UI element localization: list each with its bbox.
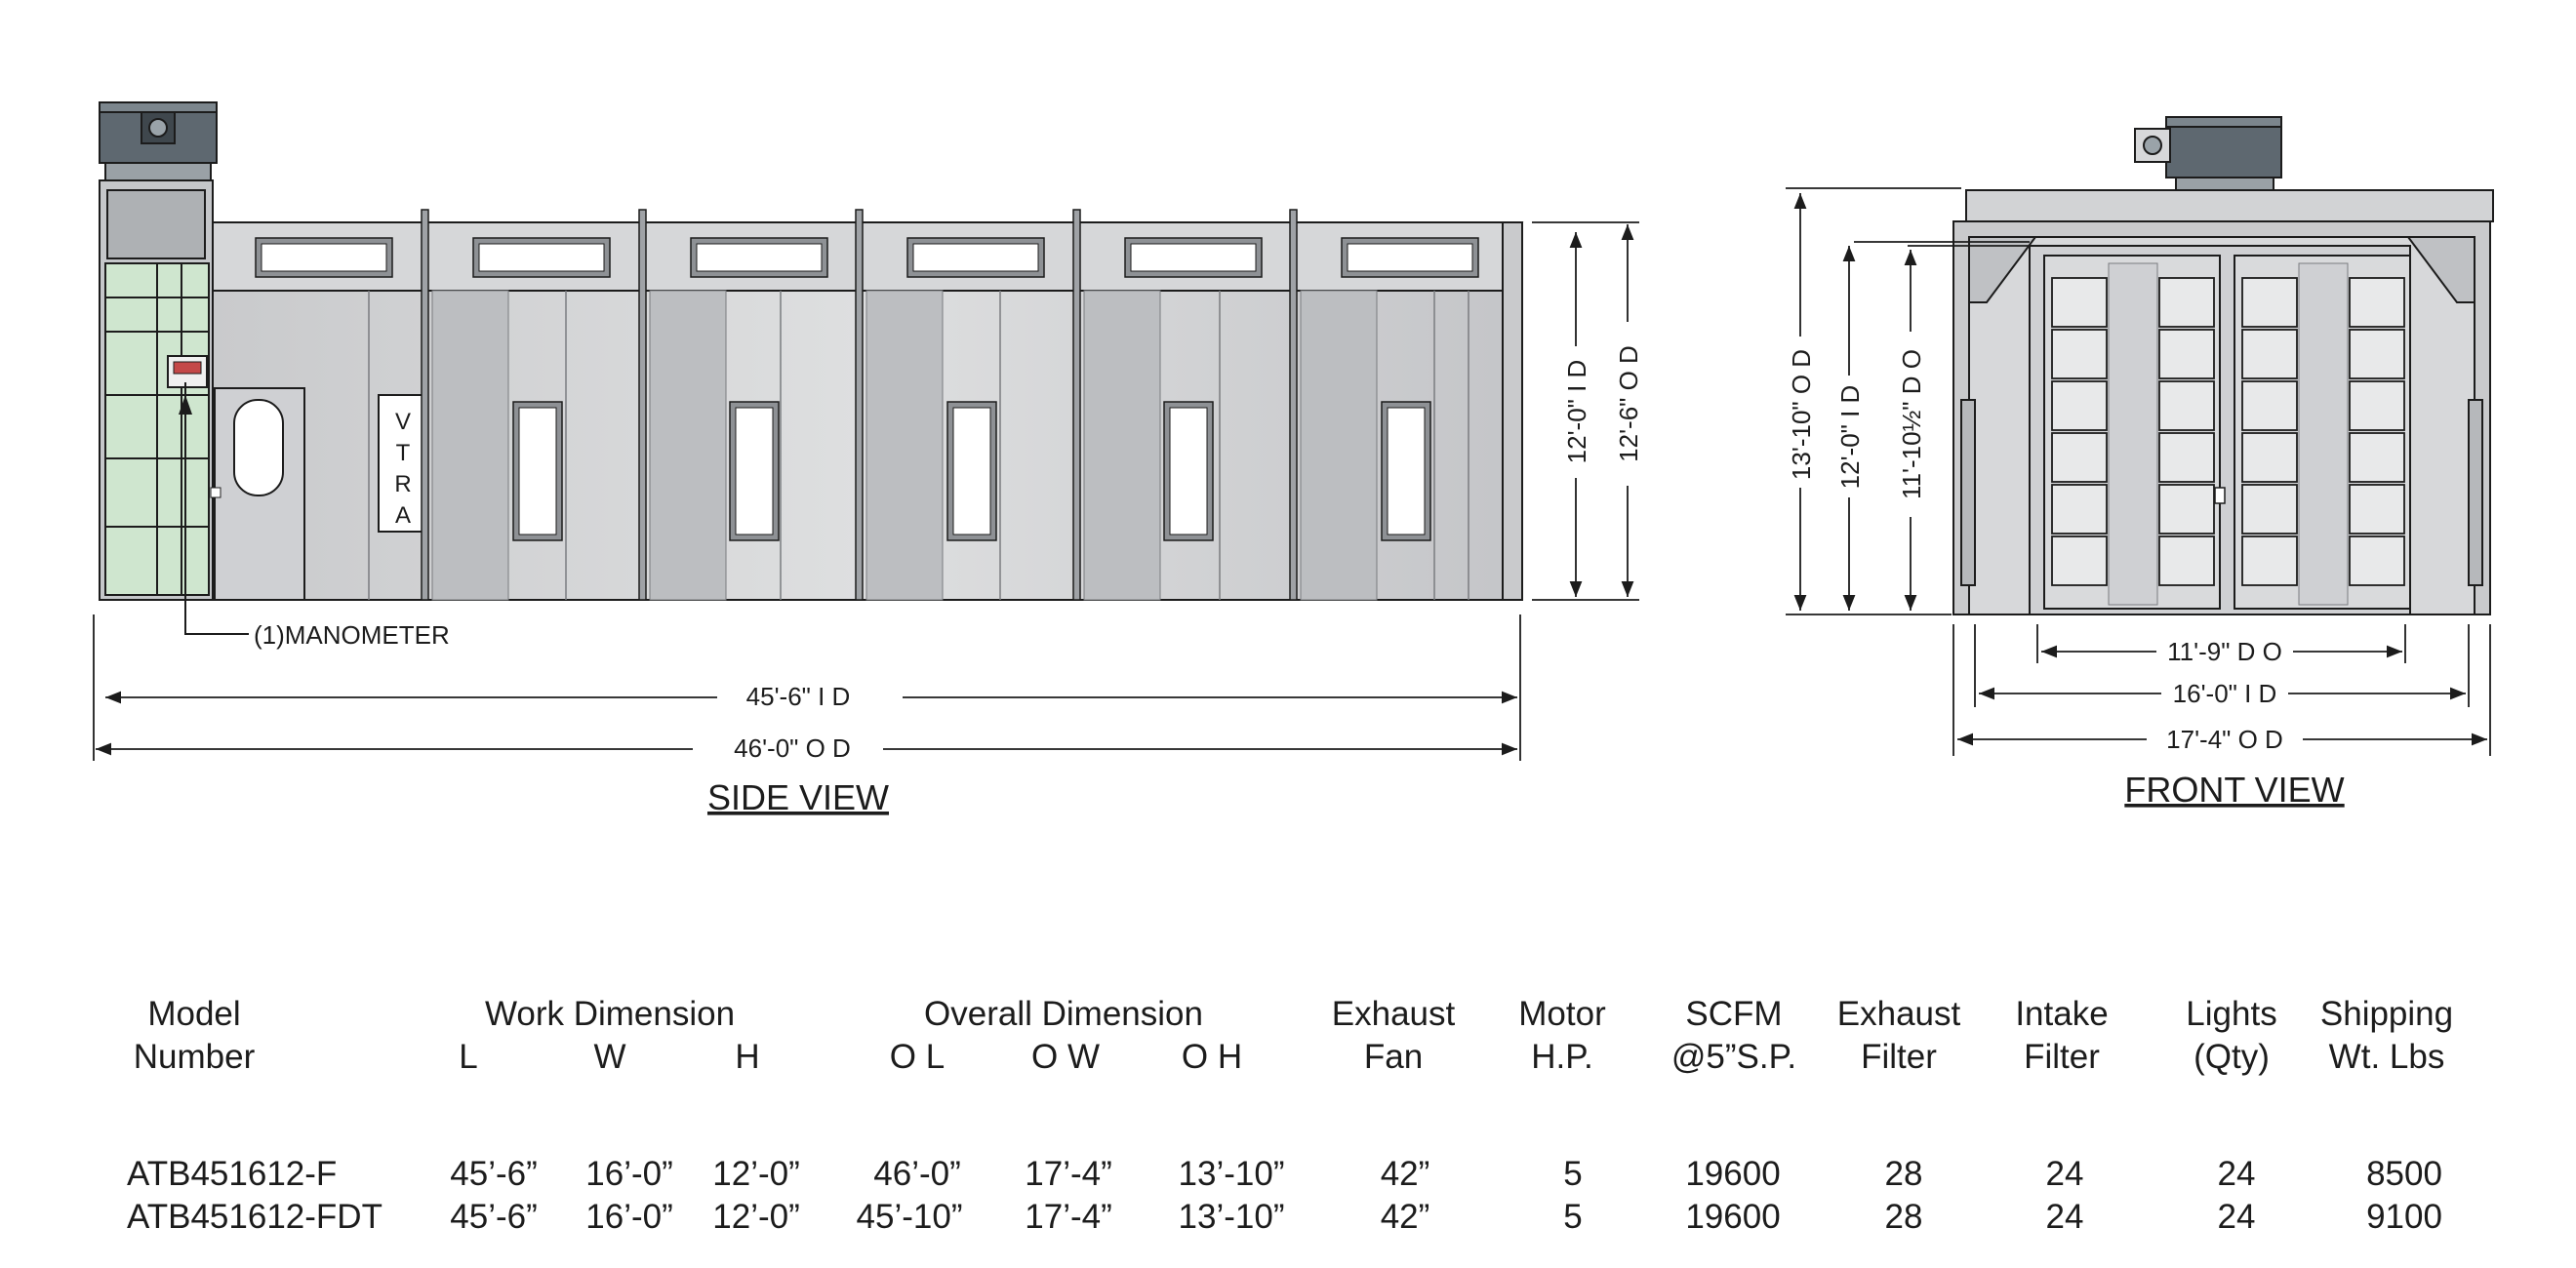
hd-exhaust-fan-2: Fan (1363, 1038, 1424, 1076)
filter-cell (2159, 381, 2214, 430)
side-length-od: 46'-0" O D (734, 733, 851, 763)
filter-cell (2242, 381, 2297, 430)
front-width-id: 16'-0" I D (2172, 679, 2277, 708)
side-light-glass (519, 408, 556, 535)
side-height-od: 12'-6" O D (1614, 345, 1643, 462)
row2-w: 16’-0” (585, 1198, 673, 1236)
row1-lights: 24 (2217, 1155, 2256, 1193)
door-panel (432, 291, 508, 600)
bay-post (422, 210, 428, 600)
hd-exhaust-filter-1: Exhaust (1836, 995, 1961, 1033)
hd-motor-1: Motor (1518, 995, 1606, 1033)
filter-cell (2052, 381, 2107, 430)
front-door-opening: 11'-9" D O (2167, 637, 2282, 666)
door-panel (650, 291, 726, 600)
filter-cell (2350, 485, 2404, 534)
filter-cell (2242, 278, 2297, 327)
hd-shipping-2: Wt. Lbs (2328, 1038, 2445, 1076)
hd-model-1: Model (147, 995, 241, 1033)
door-panel (1301, 291, 1377, 600)
door-sign-char: T (395, 440, 411, 466)
filter-cell (2052, 330, 2107, 378)
row1-model: ATB451612-F (127, 1155, 338, 1193)
row2-weight: 9100 (2366, 1198, 2442, 1236)
bay-post (1290, 210, 1297, 600)
front-view-title: FRONT VIEW (2124, 770, 2345, 810)
side-light-glass (736, 408, 773, 535)
light-fixture-glass (262, 244, 386, 271)
filter-cell (2242, 330, 2297, 378)
front-height-od: 13'-10" O D (1787, 348, 1816, 481)
filter-cell (2159, 536, 2214, 585)
hd-model-2: Number (133, 1038, 256, 1076)
filter-cell (2159, 330, 2214, 378)
side-height-id: 12'-0" I D (1562, 359, 1591, 464)
row1-exhaust-filter: 28 (1884, 1155, 1923, 1193)
hd-work-h: H (735, 1038, 760, 1076)
row2-l: 45’-6” (450, 1198, 538, 1236)
filter-cell (2159, 278, 2214, 327)
row2-oh: 13’-10” (1178, 1198, 1285, 1236)
door-center-panel (2299, 263, 2348, 605)
hd-exhaust-filter-2: Filter (1861, 1038, 1937, 1076)
light-fixture-glass (697, 244, 822, 271)
row2-ol: 45’-10” (856, 1198, 963, 1236)
row2-scfm: 19600 (1685, 1198, 1781, 1236)
filter-cell (2242, 536, 2297, 585)
door-sign-char: R (394, 471, 412, 497)
front-height-id: 12'-0" I D (1835, 384, 1865, 490)
filter-cell (2052, 433, 2107, 482)
exhaust-fan-icon (100, 102, 217, 180)
bay-post (639, 210, 646, 600)
row1-w: 16’-0” (585, 1155, 673, 1193)
row2-h: 12’-0” (712, 1198, 800, 1236)
light-fixture-glass (1348, 244, 1472, 271)
row2-exhaust-filter: 28 (1884, 1198, 1923, 1236)
row1-ow: 17’-4” (1025, 1155, 1112, 1193)
bay-post (856, 210, 863, 600)
row1-oh: 13’-10” (1178, 1155, 1285, 1193)
hd-lights-1: Lights (2186, 995, 2277, 1033)
exhaust-fan-icon (2135, 117, 2281, 191)
side-view-title: SIDE VIEW (706, 777, 890, 817)
hd-motor-2: H.P. (1531, 1038, 1593, 1076)
hd-shipping-1: Shipping (2319, 995, 2454, 1033)
door-sign-char: V (394, 409, 412, 435)
manometer-label: (1)MANOMETER (254, 620, 450, 650)
hd-work-w: W (593, 1038, 626, 1076)
hd-intake-filter-2: Filter (2024, 1038, 2100, 1076)
front-view (1786, 117, 2493, 756)
row1-scfm: 19600 (1685, 1155, 1781, 1193)
bay-post (1073, 210, 1080, 600)
row2-fan: 42” (1380, 1198, 1430, 1236)
door-center-panel (2109, 263, 2157, 605)
hd-scfm-1: SCFM (1685, 995, 1783, 1033)
row1-weight: 8500 (2366, 1155, 2442, 1193)
filter-cell (2159, 485, 2214, 534)
door-panel (866, 291, 943, 600)
row2-model: ATB451612-FDT (127, 1198, 382, 1236)
filter-cell (2242, 433, 2297, 482)
side-light-glass (953, 408, 990, 535)
row1-ol: 46’-0” (873, 1155, 961, 1193)
door-sign-char: A (394, 502, 412, 529)
filter-cell (2350, 433, 2404, 482)
filter-cell (2242, 485, 2297, 534)
side-light-glass (1170, 408, 1207, 535)
row1-h: 12’-0” (712, 1155, 800, 1193)
front-door-height: 11'-10½" D O (1897, 349, 1926, 499)
hd-overall-h: O H (1181, 1038, 1243, 1076)
door-panel (1084, 291, 1160, 600)
personnel-door (211, 388, 304, 600)
row1-l: 45’-6” (450, 1155, 538, 1193)
filter-cell (2350, 536, 2404, 585)
intake-filter-grid (105, 263, 209, 595)
front-width-od: 17'-4" O D (2166, 725, 2283, 754)
side-length-id: 45'-6" I D (745, 682, 851, 711)
filter-cell (2159, 433, 2214, 482)
hd-work-l: L (459, 1038, 478, 1076)
hd-intake-filter-1: Intake (2015, 995, 2109, 1033)
side-light-glass (1388, 408, 1425, 535)
hd-scfm-2: @5”S.P. (1670, 1038, 1797, 1076)
light-fixture-glass (1131, 244, 1256, 271)
filter-cell (2350, 330, 2404, 378)
hd-overall-l: O L (889, 1038, 946, 1076)
filter-cell (2350, 278, 2404, 327)
row2-ow: 17’-4” (1025, 1198, 1112, 1236)
row2-intake-filter: 24 (2045, 1198, 2084, 1236)
row2-hp: 5 (1563, 1198, 1583, 1236)
hd-exhaust-fan-1: Exhaust (1331, 995, 1456, 1033)
hd-work-dim: Work Dimension (484, 995, 736, 1033)
row1-intake-filter: 24 (2045, 1155, 2084, 1193)
filter-cell (2350, 381, 2404, 430)
hd-overall-dim: Overall Dimension (924, 995, 1203, 1033)
side-view (94, 102, 1639, 761)
hd-lights-2: (Qty) (2194, 1038, 2270, 1076)
row2-lights: 24 (2217, 1198, 2256, 1236)
hd-overall-w: O W (1031, 1038, 1100, 1076)
row1-hp: 5 (1563, 1155, 1583, 1193)
light-fixture-glass (913, 244, 1038, 271)
light-fixture-glass (479, 244, 604, 271)
row1-fan: 42” (1380, 1155, 1430, 1193)
filter-cell (2052, 536, 2107, 585)
filter-cell (2052, 278, 2107, 327)
filter-cell (2052, 485, 2107, 534)
